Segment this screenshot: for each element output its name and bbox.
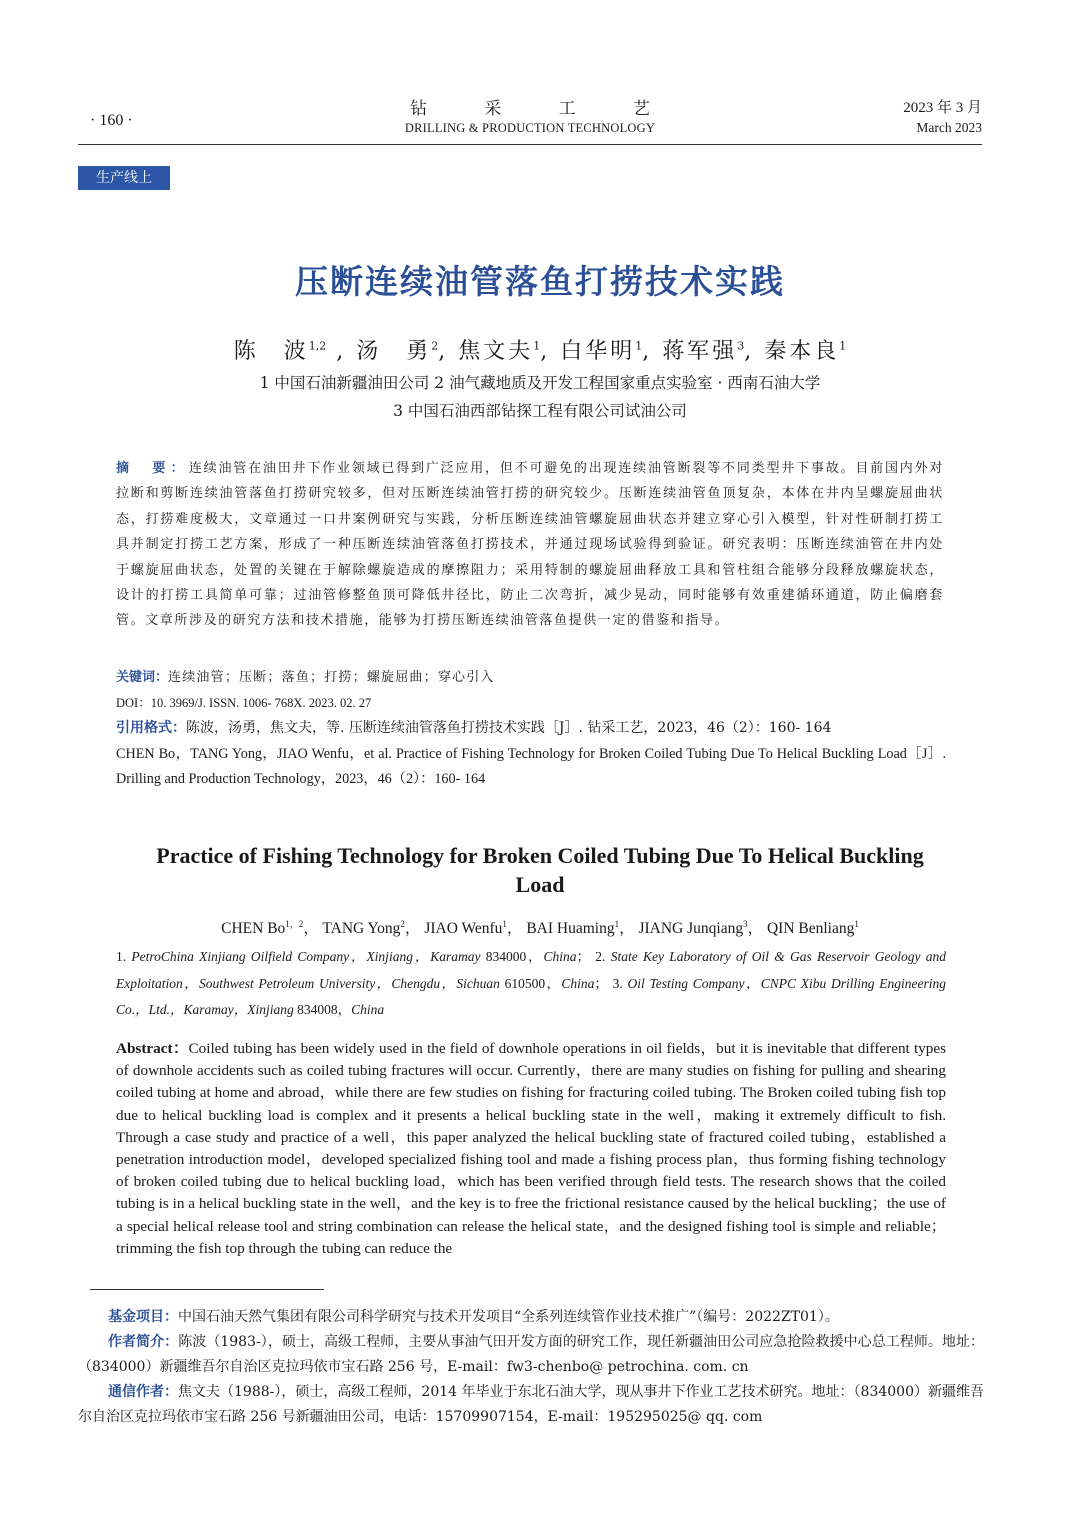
postal-code: 834008， — [293, 1002, 352, 1017]
author-separator: , — [540, 339, 561, 364]
footnote-fund — [78, 1305, 984, 1330]
affiliation-cn: 3 中国石油西部钻探工程有限公司试油公司 — [393, 402, 687, 420]
issue-date-en: March 2023 — [916, 120, 982, 135]
author-bio-text: 陈波（1983-），硕士，高级工程师，主要从事油气田开发方面的研究工作，现任新疆油田公司应急抢险救援中心总工程师。地址：（834000）新疆维吾尔自治区克拉玛依市宝石路 256 号，E-mail：fw3-chenbo@ petrochina. com. cn — [78, 1334, 985, 1375]
author-bio-label: 作者简介： — [108, 1334, 179, 1350]
affiliation-name: Oil Testing Company，CNPC Xibu Drilling Engineering Co.，Ltd.，Karamay，Xinjiang — [116, 975, 947, 1017]
paper-title-cn: 压断连续油管落鱼打捞技术实践 — [295, 262, 785, 301]
citation-cn — [116, 717, 956, 737]
footnote-corresponding — [78, 1380, 984, 1430]
abstract-label-en: Abstract： — [116, 1040, 189, 1057]
footnotes — [78, 1305, 984, 1430]
keywords-cn — [116, 666, 944, 685]
author-affiliation-mark: 1 — [635, 339, 643, 353]
author-affiliation-mark: 1 — [502, 918, 507, 929]
author-name: 焦文夫 — [458, 339, 534, 364]
postal-code: 610500， — [499, 975, 562, 991]
citation-text-cn: 陈波，汤勇，焦文夫，等. 压断连续油管落鱼打捞技术实践［J］. 钻采工艺，2023，46（2）：160- 164 — [186, 720, 832, 736]
journal-title-char: 工 — [558, 99, 576, 119]
author-affiliation-mark: 3 — [737, 339, 745, 353]
affiliation-country: China — [351, 1002, 385, 1017]
journal-title-en: DRILLING & PRODUCTION TECHNOLOGY — [404, 121, 656, 135]
abstract-text-cn: 连续油管在油田井下作业领域已得到广泛应用，但不可避免的出现连续油管断裂等不同类型井下事故。目前国内外对拉断和剪断连续油管落鱼打捞研究较多，但对压断连续油管打捞的研究较少。压断连续油管鱼顶复杂，本体在井内呈螺旋屈曲状态，打捞难度极大，文章通过一口井案例研究与实践，分析压断连续油管螺旋屈曲状态并建立穿心引入模型，针对性研制打捞工具并制定打捞工艺方案，形成了一种压断连续油管落鱼打捞技术，并通过现场试验得到验证。研究表明：压断连续油管在井内处于螺旋屈曲状态，处置的关键在于解除螺旋造成的摩擦阻力；采用特制的螺旋屈曲释放工具和管柱组合能够分段释放螺旋状态，设计的打捞工具简单可靠；过油管修整鱼顶可降低井径比，防止二次弯折，减少晃动，同时能够有效重建循环通道，防止偏磨套管。文章所涉及的研究方法和技术措施，能够为打捞压断连续油管落鱼提供一定的借鉴和指导。 — [116, 461, 944, 629]
corresponding-text: 焦文夫（1988-），硕士，高级工程师，2014 年毕业于东北石油大学，现从事井下作业工艺技术研究。地址：（834000）新疆维吾尔自治区克拉玛依市宝石路 256 号新疆油田公司，电话：15709907154，E-mail：195295025@ qq. com — [78, 1384, 984, 1425]
journal-title-char: 钻 — [410, 99, 427, 119]
author-name: 汤 勇 — [356, 339, 432, 364]
abstract-label-cn: 摘 要： — [116, 461, 189, 476]
affiliation-country: China — [543, 949, 577, 964]
keywords-text: 连续油管；压断；落鱼；打捞；螺旋屈曲；穿心引入 — [168, 670, 495, 685]
affiliation-cn: 1 中国石油新疆油田公司 2 油气藏地质及开发工程国家重点实验室 · 西南石油大学 — [259, 374, 821, 392]
affiliation-name: PetroChina Xinjiang Oilfield Company，Xinjiang，Karamay — [131, 949, 481, 964]
author-name-en: TANG Yong — [322, 920, 401, 937]
author-name-en: JIANG Junqiang — [638, 920, 744, 937]
author-separator: , — [326, 339, 347, 364]
author-separator: , — [744, 339, 765, 364]
journal-title-char: 艺 — [632, 99, 650, 119]
fund-label: 基金项目： — [108, 1309, 178, 1325]
footnote-author — [78, 1330, 984, 1380]
affiliation-separator: ； — [594, 975, 608, 991]
author-affiliation-mark: 3 — [743, 918, 748, 929]
author-separator: , — [642, 339, 663, 364]
author-affiliation-mark: 1 — [614, 918, 620, 929]
citation-label: 引用格式： — [116, 720, 186, 736]
citation-en: CHEN Bo，TANG Yong，JIAO Wenfu，et al. Practice of Fishing Technology for Broken Coiled Tubing Due To Helical Buckling Load［J］. Drilling and Production Technology，2023，46（2）：160- 164 — [116, 746, 946, 787]
abstract-cn — [116, 456, 944, 634]
author-affiliation-mark: 1 — [839, 339, 847, 353]
abstract-text-en: Coiled tubing has been widely used in the field of downhole operations in oil fields，but it is inevitable that different types of downhole accidents such as coiled tubing fractures will occur. Currently，there are many studies on fishing for pulling and shearing coiled tubing at home and abroad，while there are few studies on fishing for fracturing coiled tubing. The Broken coiled tubing fish top due to helical buckling load is complex and it presents a helical buckling state in the well，making it extremely difficult to fish. Through a case study and practice of a well，this paper analyzed the helical buckling state of fractured coiled tubing，established a penetration introduction model，developed specialized fishing tool and made a fishing process plan，thus forming fishing technology of broken coiled tubing due to helical buckling load，which has been verified through field tests. The research shows that the coiled tubing is in a helical buckling state in the well，and the key is to free the frictional resistance caused by the helical buckling；the use of a special helical release tool and string combination can release the helical state，and the designed fishing tool is simple and reliable；trimming the fish top through the tubing can reduce the — [116, 1040, 947, 1257]
author-name-en: JIAO Wenfu — [424, 920, 503, 937]
affiliations-en — [116, 944, 946, 1024]
author-name: 秦本良 — [764, 339, 840, 364]
affiliation-country: China — [561, 975, 595, 991]
abstract-en — [116, 1038, 946, 1260]
affiliation-number: 3. — [612, 975, 628, 991]
affiliation-number: 2. — [595, 949, 611, 964]
author-affiliation-mark: 1,2 — [308, 339, 327, 353]
author-affiliation-mark: 2 — [431, 339, 439, 353]
author-name: 白华明 — [560, 339, 636, 364]
author-affiliation-mark: 2 — [400, 918, 405, 929]
section-tag: 生产线上 — [78, 166, 170, 190]
journal-title-cn — [410, 94, 650, 119]
author-name-en: BAI Huaming — [526, 920, 615, 937]
footnote-divider — [90, 1289, 324, 1290]
author-affiliation-mark: 1 — [533, 339, 541, 353]
keywords-label: 关键词： — [116, 670, 169, 685]
doi[interactable]: DOI：10. 3969/J. ISSN. 1006- 768X. 2023. 02. 27 — [116, 696, 372, 710]
affiliation-separator: ； — [576, 949, 591, 964]
issue-date-cn: 2023 年 3 月 — [903, 100, 982, 116]
author-list-cn — [0, 334, 1080, 365]
author-name: 蒋军强 — [662, 339, 738, 364]
author-separator: , — [438, 339, 459, 364]
author-name-en: CHEN Bo — [221, 920, 286, 937]
header-divider — [78, 144, 982, 145]
author-affiliation-mark: 1 — [854, 918, 859, 929]
journal-title-char: 采 — [484, 99, 502, 119]
affiliation-number: 1. — [116, 949, 132, 964]
affiliation-name: State Key Laboratory of Oil & Gas Reservoir Geology and Exploitation，Southwest Petroleum University，Chengdu，Sichuan — [116, 949, 947, 991]
author-name: 陈 波 — [233, 339, 309, 364]
author-affiliation-mark: 1，2 — [285, 918, 304, 929]
author-list-en: CHEN $Bo^{1,2}$， TANG Yong$^2$， JIAO Wenfu$^1$， BAI Huaming$^1$， JIANG Junqiang$^3$， QIN Benliang$^1$ — [221, 918, 859, 937]
fund-text: 中国石油天然气集团有限公司科学研究与技术开发项目“全系列连续管作业技术推广”（编号：2022ZT01）。 — [178, 1309, 839, 1325]
corresponding-label: 通信作者： — [108, 1384, 179, 1400]
page-number: · 160 · — [90, 112, 133, 129]
paper-title-en: Practice of Fishing Technology for Broken Coiled Tubing Due To Helical Buckling Load — [156, 843, 924, 897]
author-name-en: QIN Benliang — [766, 920, 855, 937]
postal-code: 834000， — [480, 949, 544, 964]
